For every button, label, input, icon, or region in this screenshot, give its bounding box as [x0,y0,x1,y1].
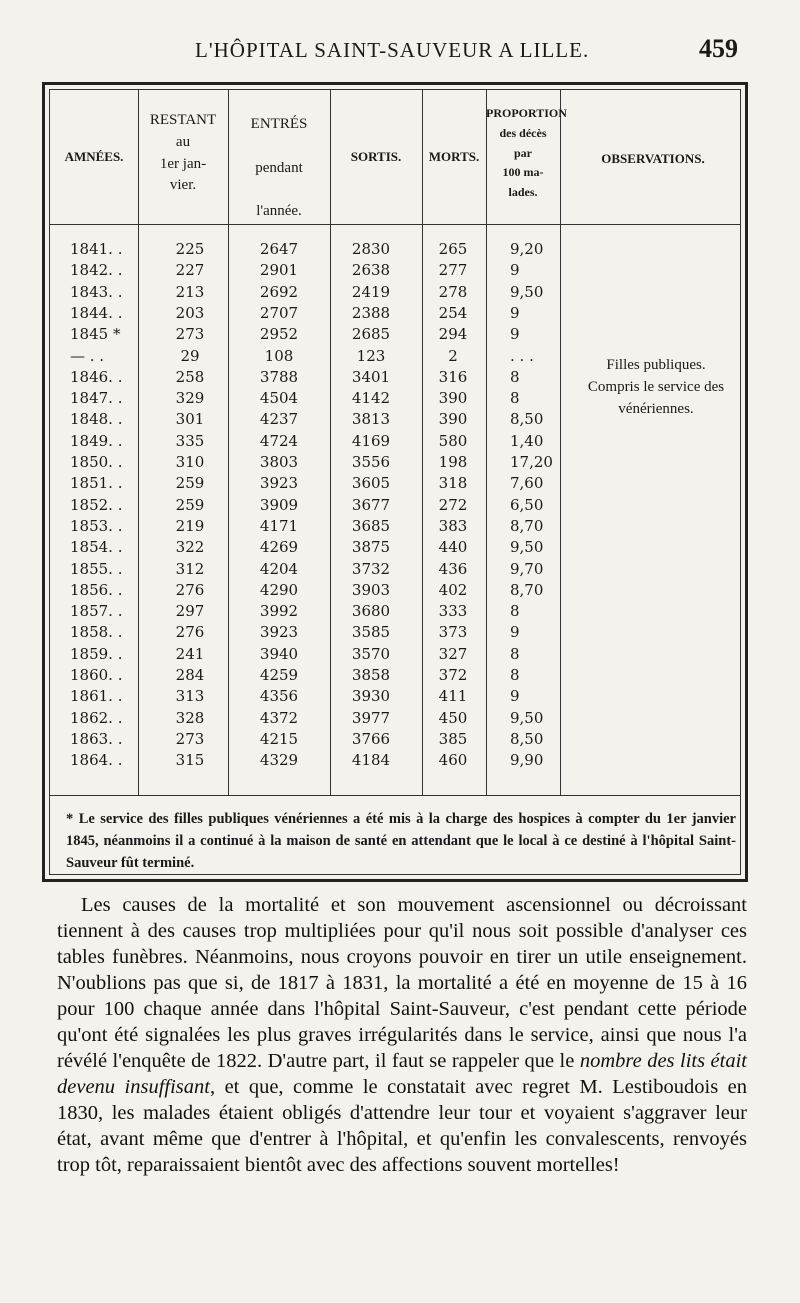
table-row [50,432,740,453]
entres-cell: 3803 [259,453,299,471]
observation-line-2: Compris le service des vénériennes. [587,379,725,417]
proportion-cell: 9,70 [510,559,544,578]
proportion-cell: 1,40 [510,431,544,450]
year-cell: 1860. . [70,666,123,684]
entres-cell: 2692 [259,282,299,301]
sortis-cell: 3813 [351,410,391,429]
year-cell: 1858. . [70,623,123,642]
year-cell: 1844. . [70,303,123,322]
restant-cell: 313 [175,687,205,706]
proportion-cell: 9 [510,325,520,344]
proportion-cell: 8 [510,666,520,684]
morts-cell: 402 [438,580,468,599]
sortis-cell: 3556 [351,453,391,471]
sortis-cell: 4142 [351,389,391,408]
restant-cell: 312 [175,559,205,578]
restant-cell: 203 [175,303,205,322]
morts-cell: 254 [438,303,468,322]
sortis-cell: 2419 [351,282,391,301]
table-row [50,474,740,495]
year-cell: 1848. . [70,410,123,429]
year-cell: 1859. . [70,644,123,663]
restant-cell: 335 [175,431,205,450]
morts-cell: 390 [438,410,468,429]
proportion-cell: 8 [510,644,520,663]
sortis-cell: 3766 [351,729,391,748]
sortis-cell: 3903 [351,580,391,599]
proportion-cell: 17,20 [510,453,553,471]
year-cell: 1842. . [70,261,123,280]
page-number: 459 [699,34,738,63]
table-row [50,517,740,538]
restant-cell: 273 [175,729,205,748]
entres-cell: 4372 [259,708,299,727]
sortis-cell: 123 [356,346,386,365]
sortis-cell: 2685 [351,325,391,344]
table-row [50,602,740,623]
page-header [0,34,800,78]
restant-cell: 29 [180,346,200,365]
entres-cell: 3909 [259,495,299,514]
morts-cell: 436 [438,559,468,578]
proportion-cell: 9 [510,303,520,322]
sortis-cell: 3875 [351,538,391,557]
year-cell: 1846. . [70,367,123,386]
year-cell: 1850. . [70,453,123,471]
table-row [50,581,740,602]
proportion-cell: 8 [510,367,520,386]
table-row [50,751,740,772]
morts-cell: 333 [438,602,468,621]
restant-cell: 259 [175,474,205,493]
restant-cell: 213 [175,282,205,301]
table-footnote: * Le service des filles publiques vénériennes a été mis à la charge des hospices à compter du 1er janvier 1845, néanmoins il a continué à la maison de santé en attendant que le local à ce destiné à l'hôpital Saint-Sauveur fût terminé. [66,811,736,871]
sortis-cell: 3858 [351,666,391,684]
restant-cell: 297 [175,602,205,621]
year-cell: 1843. . [70,282,123,301]
year-cell: 1856. . [70,580,123,599]
entres-cell: 3992 [259,602,299,621]
sortis-cell: 3732 [351,559,391,578]
morts-cell: 2 [448,346,458,365]
year-cell: 1853. . [70,516,123,535]
proportion-cell: 9 [510,261,520,280]
sortis-cell: 3677 [351,495,391,514]
col-header-observations: OBSERVATIONS. [601,151,705,166]
year-cell: 1852. . [70,495,123,514]
entres-cell: 3940 [259,644,299,663]
year-cell: 1845 * [70,325,121,344]
table-row [50,304,740,325]
col-header-sortis: SORTIS. [350,149,402,164]
year-cell: 1849. . [70,431,123,450]
morts-cell: 198 [438,453,468,471]
proportion-cell: 8 [510,602,520,621]
proportion-cell: 9,50 [510,538,544,557]
restant-cell: 329 [175,389,205,408]
morts-cell: 318 [438,474,468,493]
entres-cell: 108 [264,346,294,365]
restant-cell: 315 [175,751,205,770]
morts-cell: 460 [438,751,468,770]
year-cell: 1862. . [70,708,123,727]
proportion-cell: 8,50 [510,729,544,748]
sortis-cell: 3680 [351,602,391,621]
statistics-table [42,82,748,882]
morts-cell: 272 [438,495,468,514]
entres-cell: 3923 [259,474,299,493]
morts-cell: 316 [438,367,468,386]
entres-cell: 4259 [259,666,299,684]
year-cell: 1841. . [70,240,123,258]
table-row [50,560,740,581]
table-row [50,623,740,644]
col-header-entres: ENTRÉS pendant l'année. [250,116,308,219]
morts-cell: 440 [438,538,468,557]
entres-cell: 4356 [259,687,299,706]
table-row [50,453,740,474]
restant-cell: 301 [175,410,205,429]
proportion-cell: 6,50 [510,495,544,514]
sortis-cell: 3585 [351,623,391,642]
sortis-cell: 3401 [351,367,391,386]
body-text-part-2: , et que, comme le constatait avec regret M. Lestiboudois en 1830, les malades étaient obligés d'attendre leur tour et voyaient s'aggraver leur état, avant même que d'entrer à l'hôpital, et qu'enfin les convalescents, renvoyés trop tôt, reparaissaient bientôt avec des affections souvent mortelles! [57,1076,748,1176]
entres-cell: 4237 [259,410,299,429]
year-cell: 1847. . [70,389,123,408]
morts-cell: 265 [438,240,468,258]
morts-cell: 277 [438,261,468,280]
restant-cell: 259 [175,495,205,514]
restant-cell: 225 [175,240,205,258]
restant-cell: 328 [175,708,205,727]
entres-cell: 4290 [259,580,299,599]
year-cell: 1864. . [70,751,123,770]
entres-cell: 3923 [259,623,299,642]
restant-cell: 322 [175,538,205,557]
entres-cell: 4724 [259,431,299,450]
observation-note [566,354,746,420]
morts-cell: 327 [438,644,468,663]
restant-cell: 276 [175,580,205,599]
sortis-cell: 2388 [351,303,391,322]
table-row [50,666,740,687]
entres-cell: 2647 [259,240,299,258]
entres-cell: 4504 [259,389,299,408]
entres-cell: 4329 [259,751,299,770]
entres-cell: 4171 [259,516,299,535]
year-cell: 1854. . [70,538,123,557]
restant-cell: 227 [175,261,205,280]
restant-cell: 241 [175,644,205,663]
entres-cell: 3788 [259,367,299,386]
sortis-cell: 4169 [351,431,391,450]
observation-line-1: Filles publiques. [606,357,706,373]
sortis-cell: 3685 [351,516,391,535]
table-row [50,261,740,282]
entres-cell: 2707 [259,303,299,322]
sortis-cell: 2830 [351,240,391,258]
table-row [50,283,740,304]
proportion-cell: 9,90 [510,751,544,770]
body-text-part-1: Les causes de la mortalité et son mouvement ascensionnel ou décroissant tiennent à des causes trop multipliées pour qu'il nous soit possible d'analyser ces tables funèbres. Néanmoins, nous croyons pouvoir en tirer un utile enseignement. N'oublions pas que si, de 1817 à 1831, la mortalité a été en moyenne de 15 à 16 pour 100 chaque année dans l'hôpital Saint-Sauveur, c'est pendant cette période qu'ont été signalées les plus graves irrégularités dans le service, ainsi que nous l'a révélé l'enquête de 1822. D'autre part, il faut se rappeler que le [57,894,747,1072]
table-row [50,645,740,666]
proportion-cell: 9,50 [510,282,544,301]
col-header-proportion: PROPORTION des décès par 100 ma- lades. [486,106,567,200]
morts-cell: 294 [438,325,468,344]
morts-cell: 385 [438,729,468,748]
morts-cell: 278 [438,282,468,301]
morts-cell: 390 [438,389,468,408]
morts-cell: 373 [438,623,468,642]
running-title: L'HÔPITAL SAINT-SAUVEUR A LILLE. [195,38,590,62]
morts-cell: 450 [438,708,468,727]
body-paragraph [57,892,747,1178]
table-row [50,709,740,730]
col-header-morts: MORTS. [428,149,480,164]
sortis-cell: 2638 [351,261,391,280]
morts-cell: 411 [438,687,468,706]
sortis-cell: 3570 [351,644,391,663]
sortis-cell: 3605 [351,474,391,493]
restant-cell: 219 [175,516,205,535]
table-row [50,730,740,751]
year-cell: 1857. . [70,602,123,621]
proportion-cell: 9 [510,623,520,642]
morts-cell: 383 [438,516,468,535]
table-row [50,240,740,261]
table-row [50,538,740,559]
entres-cell: 4269 [259,538,299,557]
sortis-cell: 3930 [351,687,391,706]
col-header-restant: RESTANT au 1er jan- vier. [149,112,217,194]
proportion-cell: . . . [510,346,534,365]
year-cell: 1855. . [70,559,123,578]
entres-cell: 4204 [259,559,299,578]
proportion-cell: 8 [510,389,520,408]
proportion-cell: 9,20 [510,240,544,258]
restant-cell: 284 [175,666,205,684]
restant-cell: 310 [175,453,205,471]
table-row [50,325,740,346]
year-cell: 1851. . [70,474,123,493]
col-header-annees: AMNÉES. [64,149,124,164]
proportion-cell: 7,60 [510,474,544,493]
proportion-cell: 8,70 [510,580,544,599]
year-cell: 1861. . [70,687,123,706]
morts-cell: 580 [438,431,468,450]
restant-cell: 258 [175,367,205,386]
entres-cell: 2901 [259,261,299,280]
sortis-cell: 3977 [351,708,391,727]
restant-cell: 273 [175,325,205,344]
proportion-cell: 8,70 [510,516,544,535]
body-text-italic: nombre des lits était devenu insuffisant [57,1050,747,1098]
table-row [50,496,740,517]
year-cell: — . . [70,346,105,365]
morts-cell: 372 [438,666,468,684]
proportion-cell: 8,50 [510,410,544,429]
entres-cell: 2952 [259,325,299,344]
sortis-cell: 4184 [351,751,391,770]
restant-cell: 276 [175,623,205,642]
entres-cell: 4215 [259,729,299,748]
proportion-cell: 9,50 [510,708,544,727]
year-cell: 1863. . [70,729,123,748]
proportion-cell: 9 [510,687,520,706]
table-row [50,687,740,708]
